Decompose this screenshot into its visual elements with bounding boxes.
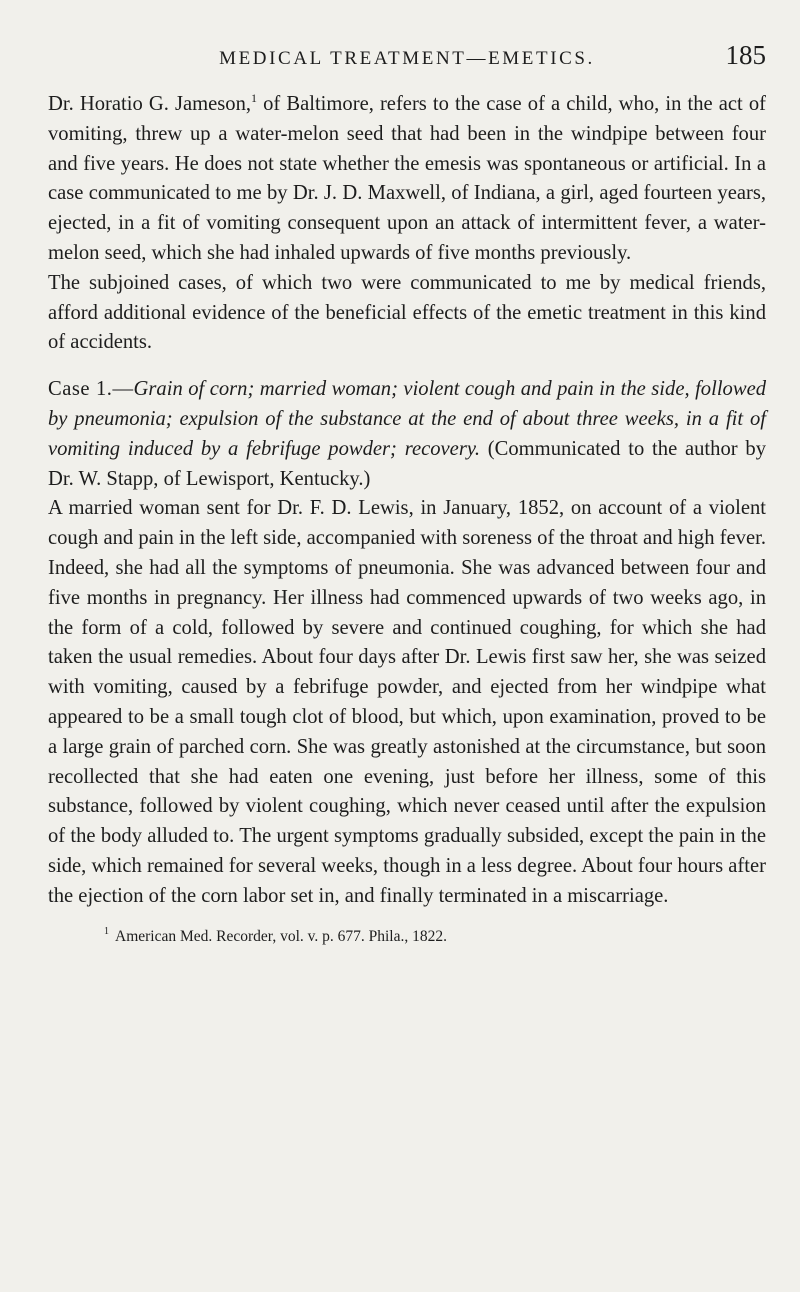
running-title: MEDICAL TREATMENT—EMETICS. [219, 48, 595, 69]
case-description: Grain of corn; married woman; violent cough and pain in the side, followed by pneumonia; expulsion of the substance at the end of about three weeks, in a fit of vomiting induced by a febrifuge powder; recovery. [48, 378, 767, 460]
case-label: Case 1.— [48, 378, 134, 401]
paragraph-text: Dr. Horatio G. Jameson, [48, 93, 252, 115]
page-number: 185 [725, 40, 766, 70]
footnote-reference: 1 [251, 91, 258, 106]
case-source: (Communicated to the author by Dr. W. Stapp, of Lewisport, Kentucky.) [48, 437, 766, 490]
footnote-text: American Med. Recorder, vol. v. p. 677. Phila., 1822. [115, 927, 447, 945]
paragraph-case-narrative: A married woman sent for Dr. F. D. Lewis, in January, 1852, on account of a violent cough and pain in the left side, accompanied with soreness of the throat and high fever. Indeed, she had all the symptoms of pneumonia. She was advanced between four and five months in pregnancy. Her illness had commenced upwards of two weeks ago, in the form of a cold, followed by severe and continued coughing, for which she had taken the usual remedies. About four days after Dr. Lewis first saw her, she was seized with vomiting, caused by a febrifuge powder, and ejected from her windpipe what appeared to be a small tough clot of blood, but which, upon examination, proved to be a large grain of parched corn. She was greatly astonished at the circumstance, but soon recollected that she had eaten one evening, just before her illness, some of this substance, followed by violent coughing, which never ceased until after the expulsion of the body alluded to. The urgent symptoms gradually subsided, except the pain in the side, which remained for several weeks, though in a less degree. About four hours after the ejection of the corn labor set in, and finally terminated in a miscarriage. [48, 497, 766, 907]
book-page [48, 36, 766, 947]
paragraph-text: of Baltimore, refers to the case of a child, who, in the act of vomiting, threw up a water-melon seed that had been in the windpipe between four and five years. He does not state whether the emesis was spontaneous or artificial. In a case communicated to me by Dr. J. D. Maxwell, of Indiana, a girl, aged fourteen years, ejected, in a fit of vomiting consequent upon an attack of intermittent fever, a water-melon seed, which she had inhaled upwards of five months previously. [48, 93, 766, 264]
paragraph-subjoined-cases: The subjoined cases, of which two were communicated to me by medical friends, afford additional evidence of the beneficial effects of the emetic treatment in this kind of accidents. [48, 271, 766, 354]
body-text [48, 90, 766, 912]
footnote [48, 927, 766, 947]
case-heading [48, 375, 766, 494]
paragraph-jameson [48, 90, 766, 269]
footnote-mark: 1 [104, 926, 109, 938]
running-head [48, 36, 766, 76]
